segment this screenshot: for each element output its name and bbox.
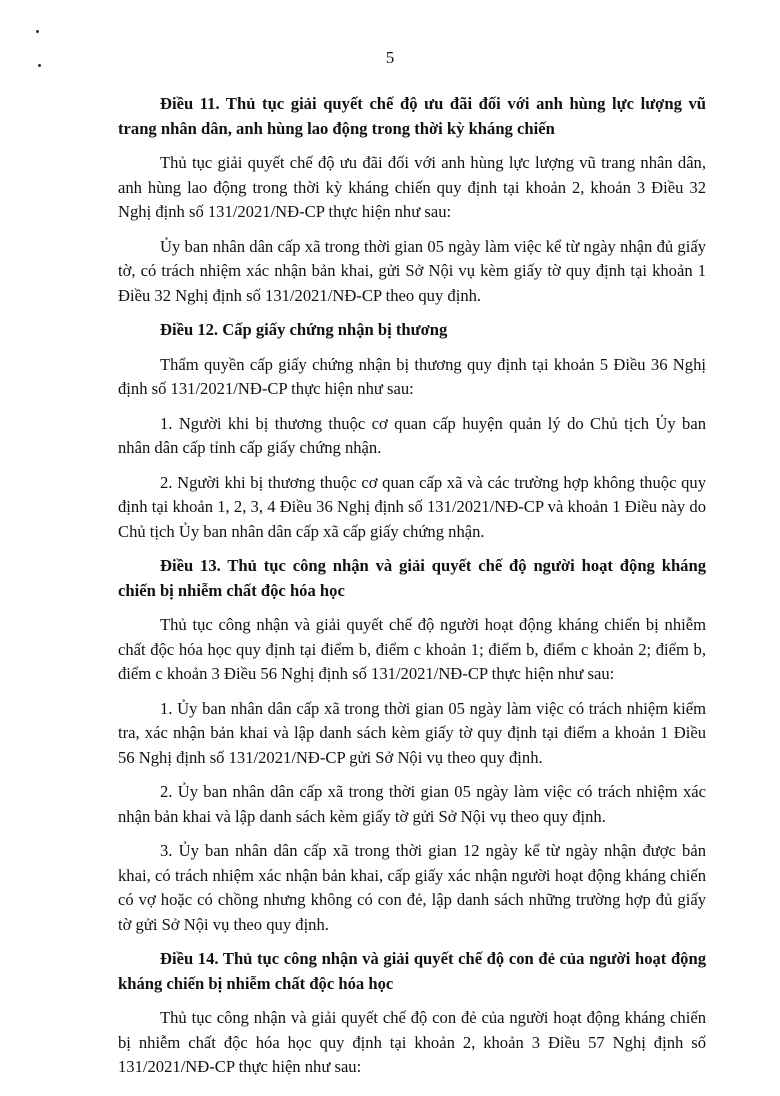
page-number: 5	[385, 48, 395, 67]
paragraph: Thủ tục công nhận và giải quyết chế độ con đẻ của người hoạt động kháng chiến bị nhiễm chất độc hóa học quy định tại khoản 2, khoản 3 Điều 57 Nghị định số 131/2021/NĐ-CP thực hiện như sau:	[118, 1008, 706, 1076]
scan-speck	[36, 30, 39, 33]
article-12-heading: Điều 12. Cấp giấy chứng nhận bị thương	[160, 320, 448, 339]
paragraph: 2. Ủy ban nhân dân cấp xã trong thời gian 05 ngày làm việc có trách nhiệm xác nhận bản khai và lập danh sách kèm giấy tờ gửi Sở Nội vụ theo quy định.	[118, 782, 706, 826]
paragraph: 1. Người khi bị thương thuộc cơ quan cấp huyện quản lý do Chủ tịch Ủy ban nhân dân cấp tỉnh cấp giấy chứng nhận.	[118, 413, 706, 457]
article-12	[118, 318, 706, 544]
paragraph: 3. Ủy ban nhân dân cấp xã trong thời gian 12 ngày kể từ ngày nhận được bản khai, có trách nhiệm xác nhận bản khai, cấp giấy xác nhận người hoạt động kháng chiến có vợ hoặc có chồng nhưng không có con đẻ, lập danh sách những trường hợp đủ giấy tờ gửi Sở Nội vụ theo quy định.	[118, 841, 706, 934]
article-11-heading: Điều 11. Thủ tục giải quyết chế độ ưu đãi đối với anh hùng lực lượng vũ trang nhân dân, anh hùng lao động trong thời kỳ kháng chiến	[118, 94, 706, 138]
article-14-heading: Điều 14. Thủ tục công nhận và giải quyết chế độ con đẻ của người hoạt động kháng chiến bị nhiễm chất độc hóa học	[118, 949, 706, 993]
article-14	[118, 947, 706, 1080]
paragraph: Ủy ban nhân dân cấp xã trong thời gian 05 ngày làm việc kể từ ngày nhận đủ giấy tờ, có trách nhiệm xác nhận bản khai, gửi Sở Nội vụ kèm giấy tờ quy định tại khoản 1 Điều 32 Nghị định số 131/2021/NĐ-CP theo quy định.	[118, 236, 706, 305]
paragraph: Thẩm quyền cấp giấy chứng nhận bị thương quy định tại khoản 5 Điều 36 Nghị định số 131/2021/NĐ-CP thực hiện như sau:	[118, 354, 706, 398]
document-body	[118, 92, 706, 1090]
paragraph: 2. Người khi bị thương thuộc cơ quan cấp xã và các trường hợp không thuộc quy định tại khoản 1, 2, 3, 4 Điều 36 Nghị định số 131/2021/NĐ-CP và khoản 1 Điều này do Chủ tịch Ủy ban nhân dân cấp xã cấp giấy chứng nhận.	[118, 472, 706, 541]
article-11	[118, 92, 706, 308]
article-13-heading: Điều 13. Thủ tục công nhận và giải quyết chế độ người hoạt động kháng chiến bị nhiễm chất độc hóa học	[118, 556, 706, 600]
paragraph: Thủ tục giải quyết chế độ ưu đãi đối với anh hùng lực lượng vũ trang nhân dân, anh hùng lao động trong thời kỳ kháng chiến quy định tại khoản 2, khoản 3 Điều 32 Nghị định số 131/2021/NĐ-CP thực hiện như sau:	[118, 153, 706, 221]
paragraph: Thủ tục công nhận và giải quyết chế độ người hoạt động kháng chiến bị nhiễm chất độc hóa học quy định tại điểm b, điểm c khoản 1; điểm b, điểm c khoản 2; điểm b, điểm c khoản 3 Điều 56 Nghị định số 131/2021/NĐ-CP thực hiện như sau:	[118, 615, 706, 683]
article-13	[118, 554, 706, 937]
paragraph: 1. Ủy ban nhân dân cấp xã trong thời gian 05 ngày làm việc có trách nhiệm kiểm tra, xác nhận bản khai và lập danh sách kèm giấy tờ quy định tại điểm a khoản 1 Điều 56 Nghị định số 131/2021/NĐ-CP gửi Sở Nội vụ theo quy định.	[118, 698, 706, 767]
